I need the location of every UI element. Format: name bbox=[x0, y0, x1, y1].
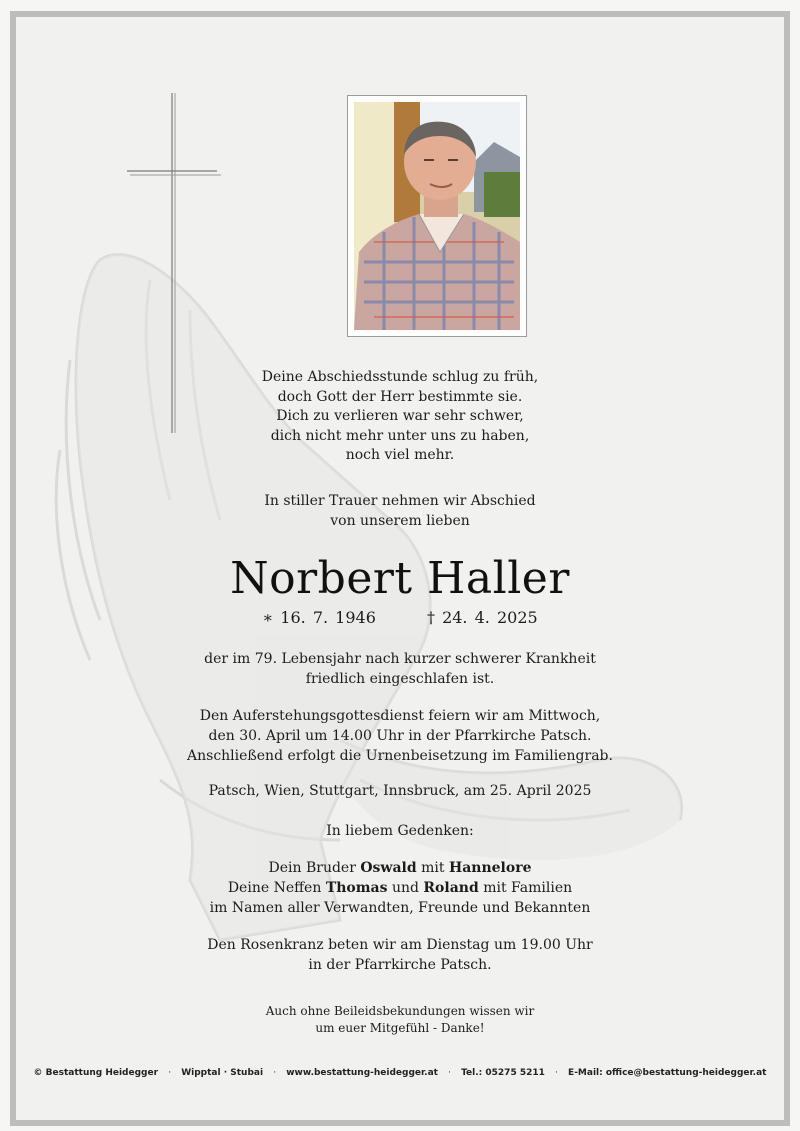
rosary-line: in der Pfarrkirche Patsch. bbox=[308, 957, 492, 973]
life-dates bbox=[0, 608, 800, 627]
passing-line: der im 79. Lebensjahr nach kurzer schwerer Krankheit bbox=[204, 651, 596, 667]
death-date: † 24. 4. 2025 bbox=[426, 608, 538, 627]
passing-line: friedlich eingeschlafen ist. bbox=[305, 671, 495, 687]
memory-heading: In liebem Gedenken: bbox=[326, 823, 474, 839]
footer bbox=[28, 1068, 772, 1078]
portrait-photo-frame bbox=[347, 95, 527, 337]
footer-website-link[interactable]: www.bestattung-heidegger.at bbox=[286, 1068, 438, 1078]
intro-line: In stiller Trauer nehmen wir Abschied bbox=[264, 493, 536, 509]
footer-separator: · bbox=[168, 1068, 172, 1078]
footer-separator: · bbox=[273, 1068, 277, 1078]
footer-company: © Bestattung Heidegger bbox=[33, 1068, 159, 1078]
closing-line: um euer Mitgefühl - Danke! bbox=[315, 1021, 485, 1035]
footer-separator: · bbox=[448, 1068, 451, 1078]
verse-line: Deine Abschiedsstunde schlug zu früh, bbox=[261, 369, 539, 385]
deceased-name: Norbert Haller bbox=[230, 553, 570, 604]
service-text bbox=[0, 706, 800, 766]
mourners-line-1: Dein Bruder Oswald mit Hannelore bbox=[268, 860, 532, 876]
mourners-line-2: Deine Neffen Thomas und Roland mit Familien bbox=[227, 880, 573, 896]
mourner-name: Thomas bbox=[325, 880, 388, 896]
mourners-line-3: im Namen aller Verwandten, Freunde und Bekannten bbox=[209, 900, 591, 916]
intro-text bbox=[0, 491, 800, 531]
verse-line: doch Gott der Herr bestimmte sie. bbox=[277, 388, 523, 405]
verse-line: noch viel mehr. bbox=[345, 447, 455, 463]
service-line: den 30. April um 14.00 Uhr in der Pfarrkirche Patsch. bbox=[208, 728, 592, 744]
verse bbox=[0, 368, 800, 466]
footer-region: Wipptal · Stubai bbox=[181, 1068, 264, 1078]
mourner-name: Roland bbox=[423, 880, 479, 896]
place-date: Patsch, Wien, Stuttgart, Innsbruck, am 25. April 2025 bbox=[208, 783, 592, 799]
mourner-name: Oswald bbox=[360, 860, 417, 876]
closing-line: Auch ohne Beileidsbekundungen wissen wir bbox=[265, 1004, 535, 1018]
passing-text bbox=[0, 649, 800, 689]
footer-phone: Tel.: 05275 5211 bbox=[461, 1068, 545, 1078]
mourner-name: Hannelore bbox=[448, 860, 532, 876]
service-line: Anschließend erfolgt die Urnenbeisetzung im Familiengrab. bbox=[187, 748, 613, 764]
footer-email-link[interactable]: E-Mail: office@bestattung-heidegger.at bbox=[568, 1068, 767, 1078]
birth-date: ∗ 16. 7. 1946 bbox=[262, 608, 376, 627]
service-line: Den Auferstehungsgottesdienst feiern wir am Mittwoch, bbox=[199, 708, 601, 724]
portrait-photo bbox=[354, 102, 520, 330]
footer-separator: · bbox=[555, 1068, 558, 1078]
rosary-text bbox=[0, 935, 800, 975]
closing-text bbox=[0, 1003, 800, 1037]
mourners bbox=[0, 858, 800, 918]
verse-line: dich nicht mehr unter uns zu haben, bbox=[270, 427, 530, 444]
intro-line: von unserem lieben bbox=[330, 513, 470, 529]
rosary-line: Den Rosenkranz beten wir am Dienstag um 19.00 Uhr bbox=[207, 937, 593, 953]
verse-line: Dich zu verlieren war sehr schwer, bbox=[276, 408, 524, 424]
